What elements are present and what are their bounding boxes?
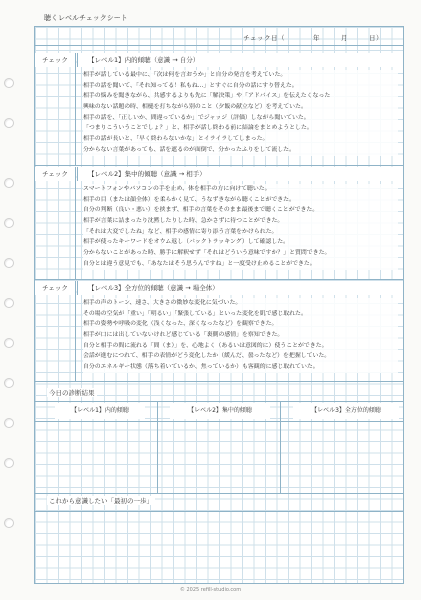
check-date-field[interactable]: チェック日（ 年 月 日）: [243, 34, 383, 42]
punch-hole: [4, 338, 14, 348]
list-item[interactable]: その場の空気が「重い」「明るい」「緊張している」といった変化を肌で感じ取れた。: [83, 309, 398, 320]
list-item[interactable]: 会話が進むにつれて、相手の表情がどう変化したか（緩んだ、曇ったなど）を把握していた。: [83, 351, 398, 362]
list-item[interactable]: スマートフォンやパソコンの手を止め、体を相手の方に向けて聴いた。: [83, 184, 398, 195]
list-item[interactable]: 自分とは違う意見でも、「あなたはそう思うんですね」と一度受け止めることができた。: [83, 259, 398, 270]
level1-items: [83, 70, 398, 156]
level3-heading: 【レベル3】全方位的傾聴（意識 → 場全体）: [77, 281, 403, 295]
result-col-level1: 【レベル1】内的傾聴: [55, 403, 145, 419]
list-item[interactable]: 相手の話が長いと、「早く終わらないかな」とイライラしてしまった。: [83, 134, 398, 145]
column-divider: [75, 281, 76, 381]
check-label: チェック: [35, 53, 75, 67]
punch-hole: [4, 258, 14, 268]
level3-items: [83, 298, 398, 373]
check-sheet: [34, 26, 404, 584]
results-title: 今日の診断結果: [49, 389, 95, 397]
results-divider: [35, 421, 403, 422]
list-item[interactable]: 自分と相手の間に流れる「間（ま）」を、心地よく（あるいは意図的に）使うことができた。: [83, 341, 398, 352]
list-item[interactable]: 相手の話を、「正しいか、間違っているか」でジャッジ（評価）しながら聞いていた。: [83, 113, 398, 124]
list-item[interactable]: 「つまりこういうことでしょ？」と、相手が話し終わる前に結論をまとめようとした。: [83, 123, 398, 134]
punch-hole: [4, 178, 14, 188]
list-item[interactable]: 相手が使ったキーワードをオウム返し（バックトラッキング）して確認した。: [83, 237, 398, 248]
binder-holes: [4, 0, 14, 600]
list-item[interactable]: 相手の声のトーン、速さ、大きさの微妙な変化に気づいた。: [83, 298, 398, 309]
list-item[interactable]: 分からない言葉があっても、話を遮るのが面倒で、分かったふりをして流した。: [83, 145, 398, 156]
list-item[interactable]: 分からないことがあった時、勝手に解釈せず「それはどういう意味ですか？」と質問できた。: [83, 248, 398, 259]
punch-hole: [4, 518, 14, 528]
list-item[interactable]: 相手の話を聞いて、「それ知ってる！私もね...」とすぐに自分の話にすり替えた。: [83, 81, 398, 92]
check-label: チェック: [35, 167, 75, 181]
list-item[interactable]: 相手が話している最中に、「次は何を言おうか」と自分の発言を考えていた。: [83, 70, 398, 81]
section-divider: [35, 381, 403, 382]
list-item[interactable]: 「それは大変でしたね」など、相手の感情に寄り添う言葉をかけられた。: [83, 227, 398, 238]
list-item[interactable]: 相手が口には出していないけれど感じている「裏側の感情」を察知できた。: [83, 330, 398, 341]
results-divider: [35, 401, 403, 402]
punch-hole: [4, 378, 14, 388]
level1-heading: 【レベル1】内的傾聴（意識 → 自分）: [77, 53, 403, 67]
punch-hole: [4, 298, 14, 308]
results-bottom: [35, 493, 403, 494]
list-item[interactable]: 自分のエネルギー状態（落ち着いているか、焦っているか）も客観的に感じ取れていた。: [83, 362, 398, 373]
results-columns: [35, 403, 403, 419]
level2-heading: 【レベル2】集中的傾聴（意識 → 相手）: [77, 167, 403, 181]
section-divider: [35, 165, 403, 166]
results-column-divider: [157, 401, 158, 493]
result-col-level2: 【レベル2】集中的傾聴: [170, 403, 270, 419]
check-label: チェック: [35, 281, 75, 295]
punch-hole: [4, 418, 14, 428]
list-item[interactable]: 相手の姿勢や呼吸の変化（浅くなった、深くなったなど）を観察できた。: [83, 319, 398, 330]
next-step-divider: [35, 511, 403, 512]
footer-copyright: © 2025 refill-studio.com: [179, 587, 242, 593]
list-item[interactable]: 相手の目（または顔全体）を柔らかく見て、うなずきながら聴くことができた。: [83, 195, 398, 206]
list-item[interactable]: 興味のない話題の時、相槌を打ちながら別のこと（夕飯の献立など）を考えていた。: [83, 102, 398, 113]
punch-hole: [4, 218, 14, 228]
result-col-level3: 【レベル3】全方位的傾聴: [293, 403, 399, 419]
punch-hole: [4, 118, 14, 128]
list-item[interactable]: 相手の悩みを聞きながら、共感するよりも先に「解決策」や「アドバイス」を伝えたくなった: [83, 91, 398, 102]
column-divider: [75, 167, 76, 279]
punch-hole: [4, 458, 14, 468]
column-divider: [75, 53, 76, 165]
level2-items: [83, 184, 398, 270]
list-item[interactable]: 自分の判断（良い・悪い）を挟まず、相手の言葉をそのまま最後まで聴くことができた。: [83, 205, 398, 216]
date-row: [35, 27, 403, 46]
list-item[interactable]: 相手が言葉に詰まったり沈黙したりした時、急かさずに待つことができた。: [83, 216, 398, 227]
next-step-title: これから意識したい「最初の一歩」: [49, 497, 153, 505]
next-step-writing-area[interactable]: [37, 514, 401, 580]
sheet-title: 聴くレベルチェックシート: [44, 14, 128, 22]
punch-hole: [4, 78, 14, 88]
results-column-divider: [280, 401, 281, 493]
section-divider: [35, 279, 403, 280]
